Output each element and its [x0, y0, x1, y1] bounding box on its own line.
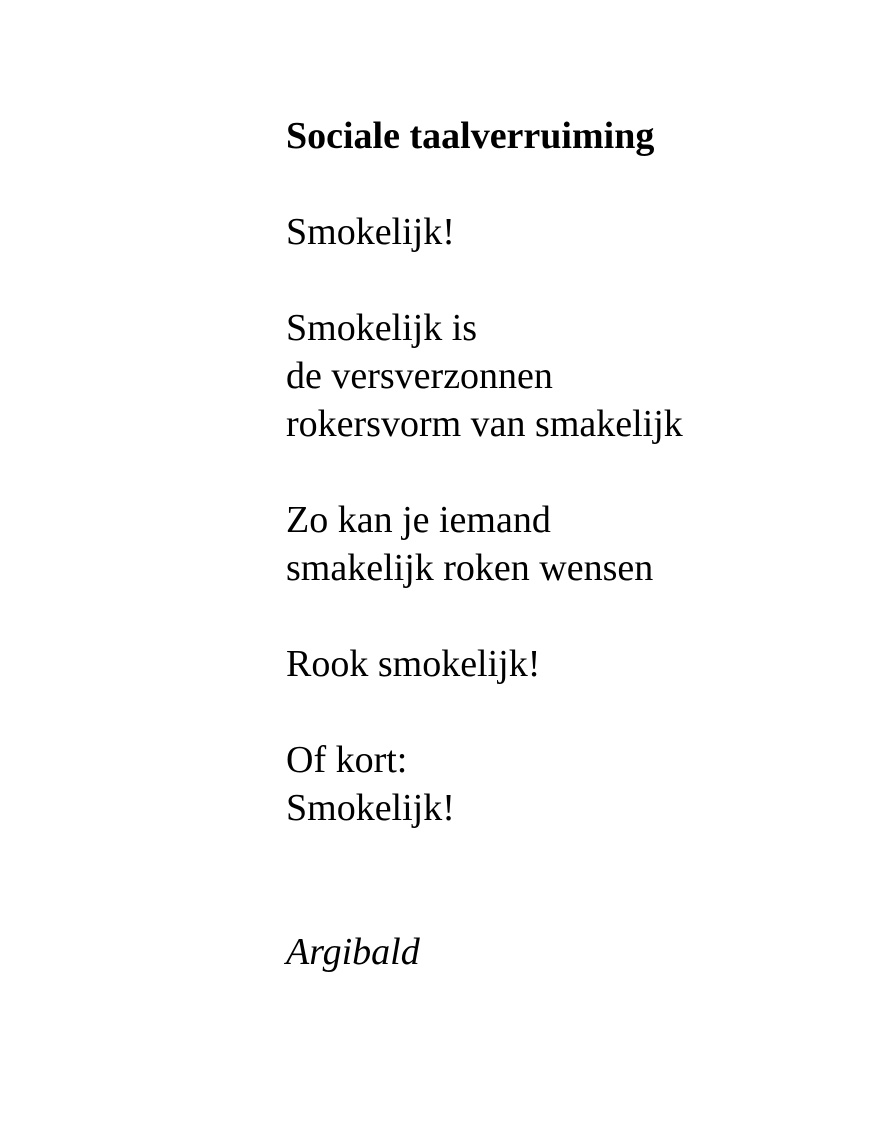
poem-line: Of kort:: [286, 739, 408, 781]
poem-line: rokersvorm van smakelijk: [286, 403, 683, 445]
stanza-2: [286, 304, 846, 448]
poem-title: Sociale taalverruiming: [286, 115, 655, 157]
poem-line: smakelijk roken wensen: [286, 547, 654, 589]
poem-line: Smokelijk!: [286, 787, 455, 829]
stanza-5: [286, 736, 846, 832]
poem-line: Smokelijk is: [286, 307, 478, 349]
poem-line: Smokelijk!: [286, 211, 455, 253]
stanza-3: [286, 496, 846, 592]
poem-line: Zo kan je iemand: [286, 499, 551, 541]
author-signature: Argibald: [286, 931, 420, 973]
poem: [286, 112, 846, 976]
poem-line: Rook smokelijk!: [286, 643, 541, 685]
stanza-4: [286, 640, 846, 688]
poem-line: de versverzonnen: [286, 355, 553, 397]
stanza-1: [286, 208, 846, 256]
